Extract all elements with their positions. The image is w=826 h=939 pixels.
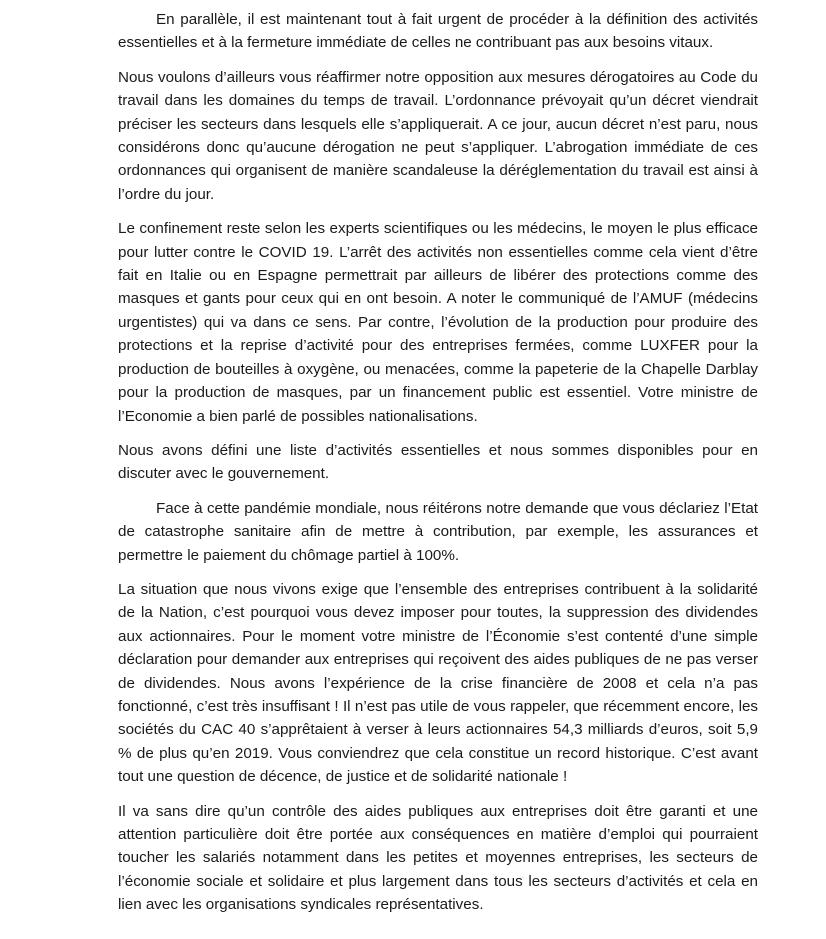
paragraph-sanitary-catastrophe: Face à cette pandémie mondiale, nous réitérons notre demande que vous déclariez l’Etat de catastrophe sanitaire afin de mettre à contribution, par exemple, les assurances et permettre le paiement du chômage partiel à 100%. bbox=[118, 499, 758, 564]
paragraph-public-aid-control: Il va sans dire qu’un contrôle des aides publiques aux entreprises doit être garanti et une attention particulière doit être portée aux conséquences en matière d’emploi qui pourraient toucher les salariés notamment dans les petites et moyennes entreprises, les secteurs de l’économie sociale et solidaire et plus largement dans tous les secteurs d’activités et cela en lien avec les organisations syndicales représentatives. bbox=[118, 802, 758, 914]
document-page bbox=[118, 8, 758, 928]
paragraph-confinement: Le confinement reste selon les experts scientifiques ou les médecins, le moyen le plus efficace pour lutter contre le COVID 19. L’arrêt des activités non essentielles comme cela vient d’être fait en Italie ou en Espagne permettrait par ailleurs de libérer des protections comme des masques et gants pour ceux qui en ont besoin. A noter le communiqué de l’AMUF (médecins urgentistes) qui va dans ce sens. Par contre, l’évolution de la production pour produire des protections et la reprise d’activité pour des entreprises fermées, comme LUXFER pour la production de bouteilles à oxygène, ou menacées, comme la papeterie de la Chapelle Darblay pour la production de masques, par un financement public est essentiel. Votre ministre de l’Economie a bien parlé de possibles nationalisations. bbox=[118, 220, 758, 425]
paragraph-essential-activities-list: Nous avons défini une liste d’activités essentielles et nous sommes disponibles pour en discuter avec le gouvernement. bbox=[118, 441, 758, 483]
paragraph-dividends: La situation que nous vivons exige que l’ensemble des entreprises contribuent à la solidarité de la Nation, c’est pourquoi vous devez imposer pour toutes, la suppression des dividendes aux actionnaires. Pour le moment votre ministre de l’Économie s’est contenté d’une simple déclaration pour demander aux entreprises qui reçoivent des aides publiques de ne pas verser de dividendes. Nous avons l’expérience de la crise financière de 2008 et cela n’a pas fonctionné, c’est très insuffisant ! Il n’est pas utile de vous rappeler, que récemment encore, les sociétés du CAC 40 s’apprêtaient à verser à leurs actionnaires 54,3 milliards d’euros, soit 5,9 % de plus qu’en 2019. Vous conviendrez que cela constitue un record historique. C’est avant tout une question de décence, de justice et de solidarité nationale ! bbox=[118, 580, 758, 786]
paragraph-essential-activities: En parallèle, il est maintenant tout à fait urgent de procéder à la définition des activités essentielles et à la fermeture immédiate de celles ne contribuant pas aux besoins vitaux. bbox=[118, 11, 758, 52]
paragraph-labour-code-derogations: Nous voulons d’ailleurs vous réaffirmer notre opposition aux mesures dérogatoires au Code du travail dans les domaines du temps de travail. L’ordonnance prévoyait qu’un décret viendrait préciser les secteurs dans lesquels elle s’appliquerait. A ce jour, aucun décret n’est paru, nous considérons donc qu’aucune dérogation ne peut s’appliquer. L’abrogation immédiate de ces ordonnances qui organisent de manière scandaleuse la déréglementation du travail est ainsi à l’ordre du jour. bbox=[118, 68, 758, 203]
